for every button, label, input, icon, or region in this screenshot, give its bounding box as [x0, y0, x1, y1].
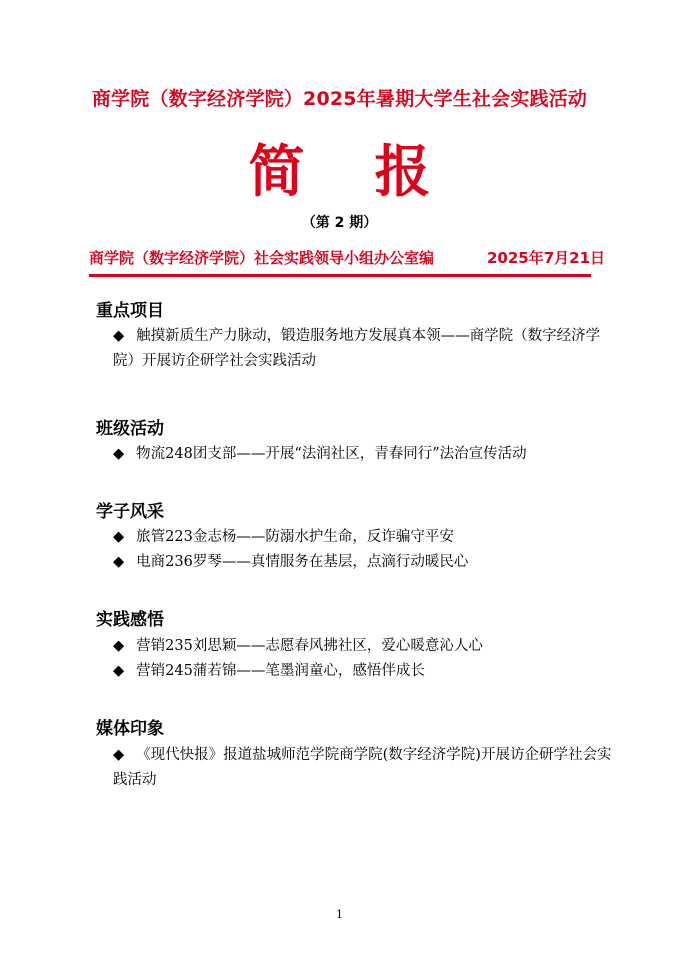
publisher: 商学院（数字经济学院）社会实践领导小组办公室编 — [89, 249, 435, 267]
list-item[interactable] — [113, 550, 613, 575]
publisher-line — [89, 247, 606, 268]
page-number: 1 — [336, 908, 343, 921]
section-heading-class-activities: 班级活动 — [96, 419, 164, 439]
section-heading-media-impressions: 媒体印象 — [96, 719, 164, 739]
diamond-bullet-icon: ◆ — [113, 663, 125, 679]
publish-date: 2025年7月21日 — [487, 249, 606, 267]
list-item-text: 旅管223金志杨——防溺水护生命，反诈骗守平安 — [136, 529, 454, 545]
list-item[interactable] — [113, 743, 613, 793]
diamond-bullet-icon: ◆ — [113, 328, 125, 344]
list-item-text: 电商236罗琴——真情服务在基层，点滴行动暖民心 — [136, 554, 469, 570]
report-title: 商学院（数字经济学院）2025年暑期大学生社会实践活动 — [91, 88, 588, 110]
diamond-bullet-icon: ◆ — [113, 529, 125, 545]
list-item[interactable] — [113, 525, 613, 550]
header-divider — [89, 274, 591, 277]
list-item[interactable] — [113, 324, 613, 374]
issue-number: （第 2 期） — [301, 215, 378, 231]
section-heading-key-projects: 重点项目 — [96, 301, 164, 321]
list-item-text: 《现代快报》报道盐城师范学院商学院(数字经济学院)开展访企研学社会实践活动 — [113, 747, 612, 788]
diamond-bullet-icon: ◆ — [113, 747, 125, 763]
list-item-text: 营销235刘思颖——志愿春风拂社区，爱心暖意沁人心 — [136, 638, 483, 654]
list-item-text: 营销245蒲若锦——笔墨润童心，感悟伴成长 — [136, 663, 425, 679]
list-item[interactable] — [113, 442, 613, 467]
diamond-bullet-icon: ◆ — [113, 446, 125, 462]
section-heading-practice-reflections: 实践感悟 — [96, 610, 164, 630]
diamond-bullet-icon: ◆ — [113, 638, 125, 654]
diamond-bullet-icon: ◆ — [113, 554, 125, 570]
list-item-text: 物流248团支部——开展“法润社区，青春同行”法治宣传活动 — [136, 446, 527, 462]
list-item[interactable] — [113, 659, 613, 684]
list-item-text: 触摸新质生产力脉动，锻造服务地方发展真本领——商学院（数字经济学院）开展访企研学社会实践活动 — [113, 328, 601, 369]
report-big-title: 简报 — [248, 140, 501, 205]
list-item[interactable] — [113, 634, 613, 659]
section-heading-student-style: 学子风采 — [96, 502, 164, 522]
